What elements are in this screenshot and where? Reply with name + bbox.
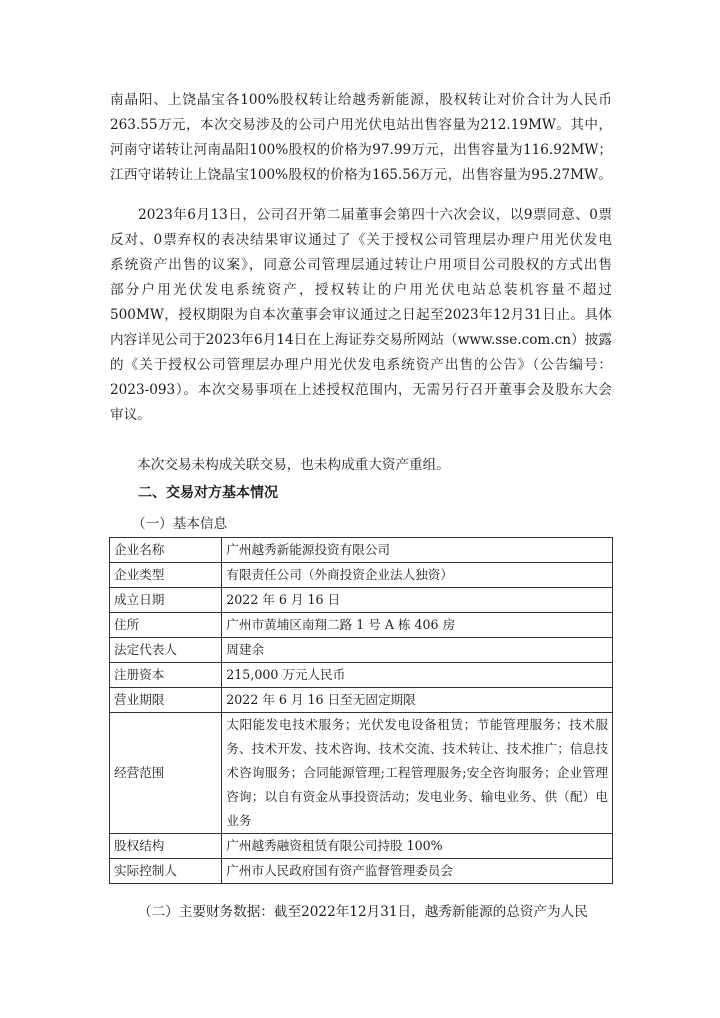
- row-value: 2022 年 6 月 16 日至无固定期限: [222, 688, 613, 713]
- scope-line: 术咨询服务；合同能源管理;工程管理服务;安全咨询服务；企业管理: [226, 765, 608, 780]
- text-line: 反对、0票弃权的表决结果审议通过了《关于授权公司管理层办理户用光伏发电: [110, 232, 612, 248]
- table-row: [110, 834, 613, 859]
- row-value: 广州市黄埔区南翔二路 1 号 A 栋 406 房: [222, 613, 613, 638]
- table-row: [110, 538, 613, 563]
- text-line: 本次交易未构成关联交易，也未构成重大资产重组。: [110, 457, 450, 473]
- text-line: 的《关于授权公司管理层办理户用光伏发电系统资产出售的公告》（公告编号：: [110, 357, 612, 373]
- text-line: 2023年6月13日，公司召开第二届董事会第四十六次会议，以9票同意、0票: [110, 207, 612, 223]
- row-value: 广州越秀融资租赁有限公司持股 100%: [222, 834, 613, 859]
- row-value: 广州市人民政府国有资产监督管理委员会: [222, 859, 613, 884]
- text-line: 江西守诺转让上饶晶宝100%股权的价格为165.56万元，出售容量为95.27MW。: [110, 167, 612, 183]
- row-value: 有限责任公司（外商投资企业法人独资）: [222, 563, 613, 588]
- row-value: [222, 713, 613, 834]
- scope-line: 务、技术开发、技术咨询、技术交流、技术转让、技术推广；信息技: [226, 741, 608, 756]
- row-key: 住所: [110, 613, 222, 638]
- scope-line: 咨询；以自有资金从事投资活动；发电业务、输电业务、供（配）电: [226, 789, 608, 804]
- row-key: 营业期限: [110, 688, 222, 713]
- row-key: 法定代表人: [110, 638, 222, 663]
- row-value: 周建余: [222, 638, 613, 663]
- text-line: 系统资产出售的议案》，同意公司管理层通过转让户用项目公司股权的方式出售: [110, 257, 612, 273]
- table-row: [110, 859, 613, 884]
- financial-data-paragraph: （二）主要财务数据：截至2022年12月31日，越秀新能源的总资产为人民: [138, 904, 588, 920]
- table-row: [110, 663, 613, 688]
- scope-line: 业务: [226, 813, 252, 828]
- row-key: 实际控制人: [110, 859, 222, 884]
- text-line: 部分户用光伏发电系统资产，授权转让的户用光伏电站总装机容量不超过: [110, 282, 612, 298]
- scope-line: 太阳能发电技术服务；光伏发电设备租赁；节能管理服务；技术服: [226, 717, 608, 732]
- row-key: 成立日期: [110, 588, 222, 613]
- table-row: [110, 688, 613, 713]
- row-key: 企业类型: [110, 563, 222, 588]
- row-key: 企业名称: [110, 538, 222, 563]
- subsection-heading: （一）基本信息: [132, 516, 228, 532]
- section-heading: 二、交易对方基本情况: [138, 485, 278, 501]
- text-line: 审议。: [110, 407, 151, 423]
- text-line: 263.55万元，本次交易涉及的公司户用光伏电站出售容量为212.19MW。其中，: [110, 117, 612, 133]
- row-value: 215,000 万元人民币: [222, 663, 613, 688]
- row-value: 广州越秀新能源投资有限公司: [222, 538, 613, 563]
- table-row: [110, 563, 613, 588]
- text-line: 河南守诺转让河南晶阳100%股权的价格为97.99万元，出售容量为116.92MW；: [110, 142, 612, 158]
- intro-paragraph: [110, 88, 612, 188]
- basic-info-table: [109, 537, 613, 884]
- row-key: 注册资本: [110, 663, 222, 688]
- related-party-paragraph: [110, 453, 612, 478]
- text-line: 2023-093）。本次交易事项在上述授权范围内，无需另行召开董事会及股东大会: [110, 382, 612, 398]
- text-line: 内容详见公司于2023年6月14日在上海证券交易所网站（www.sse.com.cn）披露: [110, 332, 612, 348]
- row-key: 股权结构: [110, 834, 222, 859]
- table-row: [110, 613, 613, 638]
- text-line: 南晶阳、上饶晶宝各100%股权转让给越秀新能源，股权转让对价合计为人民币: [110, 92, 612, 108]
- row-key: 经营范围: [110, 713, 222, 834]
- table-row: [110, 588, 613, 613]
- table-row: [110, 638, 613, 663]
- row-value: 2022 年 6 月 16 日: [222, 588, 613, 613]
- board-meeting-paragraph: [110, 203, 612, 428]
- text-line: 500MW，授权期限为自本次董事会审议通过之日起至2023年12月31日止。具体: [110, 307, 612, 323]
- table-row-business-scope: [110, 713, 613, 834]
